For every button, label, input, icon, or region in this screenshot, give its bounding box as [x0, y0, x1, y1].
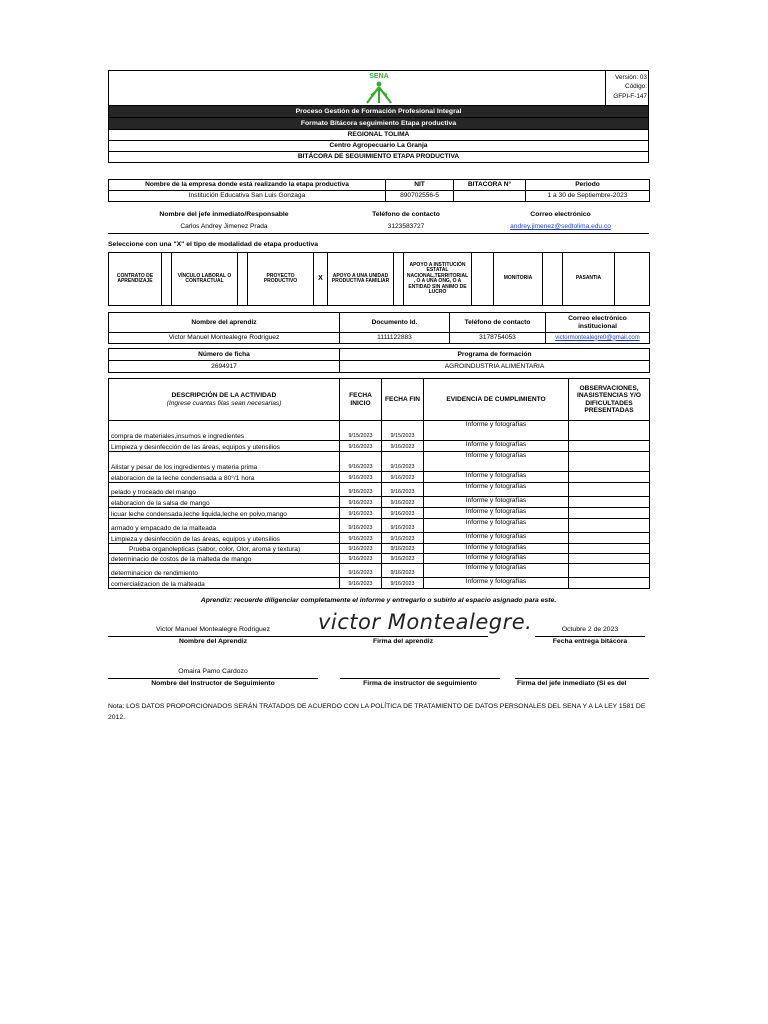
- activity-desc-hint: (Ingrese cuantas filas sean necesarias): [166, 399, 282, 407]
- activity-start-date[interactable]: 9/16/2023: [340, 578, 382, 589]
- activity-end-date[interactable]: 9/16/2023: [382, 452, 424, 472]
- activity-evidence[interactable]: Informe y fotografías: [424, 497, 569, 508]
- privacy-note: Nota: LOS DATOS PROPORCIONADOS SERÁN TRATADOS DE ACUERDO CON LA POLÍTICA DE TRATAMIENTO DE DATOS PERSONALES DEL SENA Y A LA LEY 1581 DE 2012.: [108, 703, 646, 721]
- modality-institucion-label: APOYO A INSTITUCIÓN ESTATAL NACIONAL,TERRITORIAL , O A UNA ONG, O A ENTIDAD SIN ANIMO DE LUCRO: [404, 253, 472, 306]
- activity-row: [109, 472, 650, 483]
- activity-row: [109, 497, 650, 508]
- apprentice-name[interactable]: Victor Manuel Montealegre Rodriguez: [109, 333, 340, 344]
- delivery-date-label: Fecha entrega bitácora: [552, 638, 628, 645]
- boss-sign-line: [515, 678, 649, 679]
- activity-end-date[interactable]: 9/16/2023: [382, 441, 424, 452]
- activity-desc[interactable]: compra de materiales,insumos e ingredientes: [109, 421, 340, 441]
- bitacora-header: BITACORA N°: [454, 180, 526, 191]
- activity-start-date[interactable]: 9/16/2023: [340, 564, 382, 578]
- apprentice-doc[interactable]: 1111122883: [340, 333, 450, 344]
- activity-start-date[interactable]: 9/16/2023: [340, 554, 382, 564]
- activity-observation[interactable]: [569, 519, 650, 533]
- format-title: Formato Bitácora seguimiento Etapa productiva: [109, 118, 649, 130]
- program-table: [108, 348, 650, 373]
- instructor-name-label: Nombre del Instructor de Seguimiento: [151, 680, 275, 687]
- activity-end-date[interactable]: 9/16/2023: [382, 544, 424, 554]
- activity-evidence[interactable]: Informe y fotografías: [424, 452, 569, 472]
- period-header: Periodo: [526, 180, 650, 191]
- activity-observation[interactable]: [569, 508, 650, 519]
- activity-obs-header: OBSERVACIONES, INASISTENCIAS Y/O DIFICULTADES PRESENTADAS: [569, 379, 650, 421]
- activity-row: [109, 544, 650, 554]
- activity-observation[interactable]: [569, 578, 650, 589]
- activity-desc[interactable]: Prueba organolepticas (sabor, color, Olor, aroma y textura): [109, 544, 340, 554]
- activity-start-date[interactable]: 9/16/2023: [340, 452, 382, 472]
- activity-end-date[interactable]: 9/15/2023: [382, 421, 424, 441]
- apprentice-email-header: Correo electrónico institucional: [546, 313, 650, 333]
- document-title: BITÁCORA DE SEGUIMIENTO ETAPA PRODUCTIVA: [109, 152, 649, 163]
- instructor-name: Omaira Pamo Cardozo: [178, 668, 248, 675]
- modality-vinculo-mark[interactable]: [238, 253, 248, 306]
- activity-row: [109, 452, 650, 472]
- modality-proyecto-label: PROYECTO PRODUCTIVO: [248, 253, 314, 306]
- boss-name-header: Nombre del jefe inmediato/Responsable: [159, 211, 289, 218]
- activity-observation[interactable]: [569, 533, 650, 544]
- apprentice-email-link[interactable]: victormontealegre0@gmail.com: [546, 333, 650, 344]
- activity-row: [109, 578, 650, 589]
- header-table: [108, 105, 649, 163]
- modality-familiar-mark[interactable]: [394, 253, 404, 306]
- modality-pasantia-mark[interactable]: [615, 253, 650, 306]
- code-label: Código:: [624, 83, 647, 91]
- activity-end-date[interactable]: 9/16/2023: [382, 483, 424, 497]
- boss-phone-header: Teléfono de contacto: [372, 211, 440, 218]
- apprentice-signature: victor Montealegre.: [318, 610, 533, 634]
- activity-row: [109, 441, 650, 452]
- activity-end-date[interactable]: 9/16/2023: [382, 508, 424, 519]
- activity-row: [109, 483, 650, 497]
- modality-institucion-mark[interactable]: [472, 253, 494, 306]
- apprentice-sign-label: Firma del aprendiz: [372, 638, 434, 645]
- activity-desc[interactable]: Alistar y pesar de los ingredientes y materia prima: [109, 452, 340, 472]
- activity-rows: [109, 421, 650, 589]
- company-table: [108, 179, 650, 202]
- modality-table: [108, 252, 650, 306]
- program-header: Programa de formación: [340, 349, 650, 361]
- activities-table: [108, 378, 650, 589]
- activity-start-date[interactable]: 9/16/2023: [340, 472, 382, 483]
- activity-start-date[interactable]: 9/16/2023: [340, 441, 382, 452]
- activity-observation[interactable]: [569, 497, 650, 508]
- activity-end-date[interactable]: 9/16/2023: [382, 554, 424, 564]
- instructor-sign-label: Firma de instructor de seguimiento: [363, 680, 477, 687]
- process-title: Proceso Gestión de Formación Profesional Integral: [109, 106, 649, 118]
- boss-phone[interactable]: 3123583727: [340, 223, 472, 234]
- boss-name[interactable]: Carlos Andrey Jimenez Prada: [108, 223, 340, 234]
- modality-contrato-mark[interactable]: [162, 253, 172, 306]
- apprentice-name-label: Nombre del Aprendiz: [178, 638, 248, 645]
- activity-evidence[interactable]: Informe y fotografías: [424, 554, 569, 564]
- modality-contrato-label: CONTRATO DE APRENDIZAJE: [109, 253, 162, 306]
- activity-row: [109, 533, 650, 544]
- activity-evidence[interactable]: Informe y fotografías: [424, 533, 569, 544]
- apprentice-phone-header: Teléfono de contacto: [450, 313, 546, 333]
- delivery-date[interactable]: Octubre 2 de 2023: [561, 626, 619, 633]
- activity-end-date[interactable]: 9/16/2023: [382, 533, 424, 544]
- activity-end-date[interactable]: 9/16/2023: [382, 519, 424, 533]
- nit-value[interactable]: 890702556-5: [386, 191, 454, 202]
- version-box: [605, 71, 650, 106]
- modality-familiar-label: APOYO A UNA UNIDAD PRODUCTIVA FAMILIAR: [328, 253, 394, 306]
- modality-monitoria-label: MONITORIA: [494, 253, 543, 306]
- company-name[interactable]: Institución Educativa San Luis Gonzaga: [109, 191, 386, 202]
- activity-desc[interactable]: Limpieza y desinfección de las áreas, equipos y utensilios: [109, 441, 340, 452]
- activity-desc-title: DESCRIPCIÓN DE LA ACTIVIDAD: [171, 392, 277, 400]
- activity-evidence[interactable]: Informe y fotografías: [424, 441, 569, 452]
- activity-end-date[interactable]: 9/16/2023: [382, 472, 424, 483]
- activity-observation[interactable]: [569, 564, 650, 578]
- modality-vinculo-label: VÍNCULO LABORAL O CONTRACTUAL: [172, 253, 238, 306]
- code-value: GFPI-F-147: [613, 92, 647, 100]
- activity-desc[interactable]: determinacio de costos de la malteda de mango: [109, 554, 340, 564]
- apprentice-signed-name: Victor Manuel Montealegre Rodriguez: [156, 626, 270, 633]
- ficha-value[interactable]: 2694917: [109, 361, 340, 373]
- apprentice-phone[interactable]: 3178754053: [450, 333, 546, 344]
- activity-start-date[interactable]: 9/15/2023: [340, 421, 382, 441]
- apprentice-doc-header: Documento Id.: [340, 313, 450, 333]
- activity-desc-header: [109, 379, 340, 421]
- delivery-date-line: [535, 636, 645, 637]
- regional-label: REGIONAL TOLIMA: [109, 130, 649, 141]
- activity-end-date[interactable]: 9/16/2023: [382, 497, 424, 508]
- activity-start-header: FECHA INICIO: [340, 379, 382, 421]
- apprentice-name-line: [108, 636, 318, 637]
- activity-start-date[interactable]: 9/16/2023: [340, 483, 382, 497]
- activity-desc[interactable]: elaboracion de la leche condensada a 80°/1 hora: [109, 472, 340, 483]
- apprentice-name-header: Nombre del aprendiz: [109, 313, 340, 333]
- boss-email-header: Correo electrónico: [530, 211, 591, 218]
- apprentice-table: [108, 312, 650, 344]
- activity-evidence[interactable]: Informe y fotografías: [424, 564, 569, 578]
- activity-end-date[interactable]: 9/16/2023: [382, 578, 424, 589]
- activity-observation[interactable]: [569, 554, 650, 564]
- boss-email-link[interactable]: andrey.jimenez@sedtolima.edu.co: [472, 223, 649, 234]
- activity-evidence[interactable]: Informe y fotografías: [424, 508, 569, 519]
- activity-desc[interactable]: determinacion de rendimiento: [109, 564, 340, 578]
- activity-desc[interactable]: pelado y troceado del mango: [109, 483, 340, 497]
- modality-monitoria-mark[interactable]: [543, 253, 563, 306]
- activity-desc[interactable]: Limpieza y desinfección de las áreas, equipos y utensilios: [109, 533, 340, 544]
- activity-observation[interactable]: [569, 452, 650, 472]
- nit-header: NIT: [386, 180, 454, 191]
- apprentice-sign-line: [318, 636, 488, 637]
- period-value[interactable]: 1 a 30 de Septiembre-2023: [526, 191, 650, 202]
- activity-desc[interactable]: comercializacion de la malteada: [109, 578, 340, 589]
- activity-observation[interactable]: [569, 544, 650, 554]
- activity-row: [109, 519, 650, 533]
- activity-end-header: FECHA FIN: [382, 379, 424, 421]
- program-value[interactable]: AGROINDUSTRIA ALIMENTARIA: [340, 361, 650, 373]
- activity-end-date[interactable]: 9/16/2023: [382, 564, 424, 578]
- header-box: [108, 70, 649, 105]
- company-name-header: Nombre de la empresa donde está realizando la etapa productiva: [109, 180, 386, 191]
- bitacora-value[interactable]: [454, 191, 526, 202]
- modality-instruction: Seleccione con una "X" el tipo de modalidad de etapa productiva: [108, 241, 319, 248]
- reminder-text: Aprendiz: recuerde diligenciar completamente el informe y entregarlo o subirlo al espacio asignado para este.: [200, 597, 557, 604]
- activity-evidence[interactable]: Informe y fotografías: [424, 472, 569, 483]
- activity-desc[interactable]: elaboracion de la salsa de mango: [109, 497, 340, 508]
- modality-pasantia-label: PASANTIA: [563, 253, 615, 306]
- boss-sign-label: Firma del jefe inmediato (Si es del: [517, 680, 627, 687]
- activity-evidence[interactable]: Informe y fotografías: [424, 483, 569, 497]
- activity-row: [109, 508, 650, 519]
- activity-evidence[interactable]: Informe y fotografías: [424, 578, 569, 589]
- sena-logo: [359, 73, 399, 105]
- activity-evidence[interactable]: Informe y fotografías: [424, 421, 569, 441]
- activity-evidence-header: EVIDENCIA DE CUMPLIMIENTO: [424, 379, 569, 421]
- activity-evidence[interactable]: Informe y fotografías: [424, 544, 569, 554]
- activity-desc[interactable]: licuar leche condensada,leche liquida,leche en polvo,mango: [109, 508, 340, 519]
- activity-start-date[interactable]: 9/16/2023: [340, 508, 382, 519]
- version-label: Versión: 03: [615, 74, 647, 81]
- instructor-sign-line: [340, 678, 500, 679]
- activity-row: [109, 554, 650, 564]
- ficha-header: Número de ficha: [109, 349, 340, 361]
- activity-desc[interactable]: armado y empacado de la malteada: [109, 519, 340, 533]
- activity-start-date[interactable]: 9/16/2023: [340, 497, 382, 508]
- instructor-name-line: [108, 678, 318, 679]
- logo-text: SENA: [369, 73, 389, 80]
- activity-start-date[interactable]: 9/16/2023: [340, 533, 382, 544]
- activity-evidence[interactable]: Informe y fotografías: [424, 519, 569, 533]
- activity-observation[interactable]: [569, 441, 650, 452]
- activity-row: [109, 421, 650, 441]
- activity-start-date[interactable]: 9/16/2023: [340, 544, 382, 554]
- activity-observation[interactable]: [569, 421, 650, 441]
- modality-proyecto-mark[interactable]: X: [314, 253, 328, 306]
- activity-observation[interactable]: [569, 472, 650, 483]
- activity-start-date[interactable]: 9/16/2023: [340, 519, 382, 533]
- center-label: Centro Agropecuario La Granja: [109, 141, 649, 152]
- activity-row: [109, 564, 650, 578]
- activity-observation[interactable]: [569, 483, 650, 497]
